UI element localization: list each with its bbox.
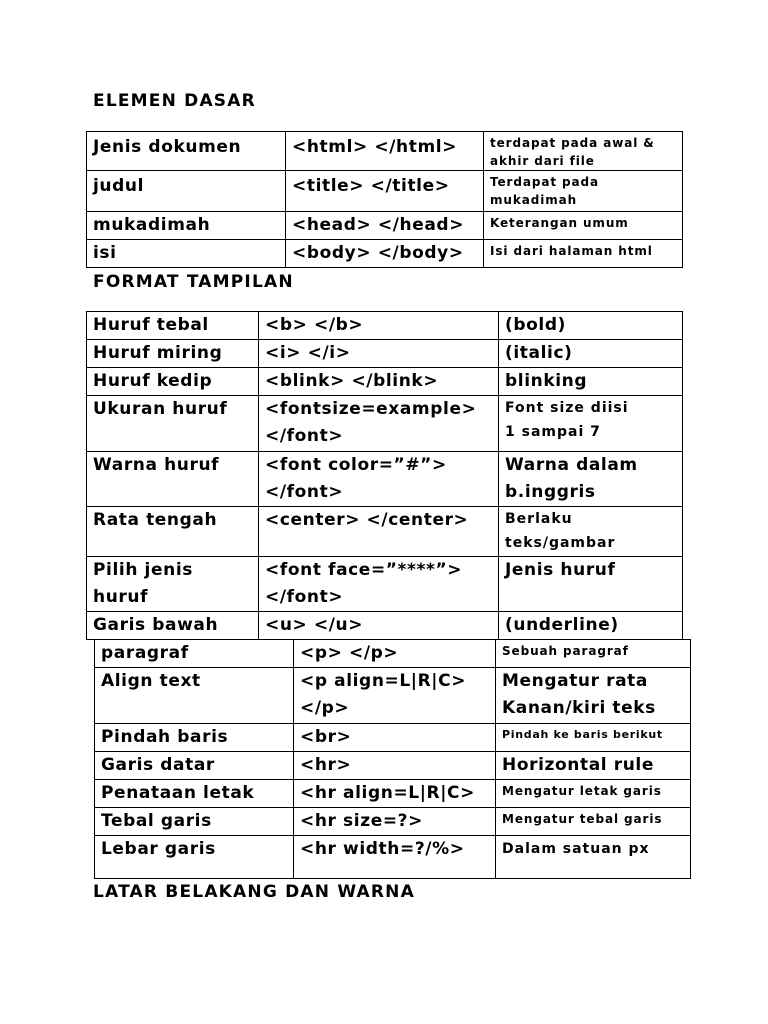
format-name: Rata tengah: [87, 507, 259, 557]
format-tag: <hr size=?>: [294, 808, 496, 836]
section-heading-format-tampilan: FORMAT TAMPILAN: [93, 272, 294, 292]
format-tag: <i> </i>: [259, 340, 499, 368]
element-description: Keterangan umum: [484, 212, 683, 240]
element-name: isi: [87, 240, 286, 268]
format-description: Mengatur tebal garis: [496, 808, 691, 836]
format-tag: <font color=”#”> </font>: [259, 452, 499, 507]
format-tag: <br>: [294, 724, 496, 752]
table-format-tampilan: [86, 311, 683, 640]
format-description: Pindah ke baris berikut: [496, 724, 691, 752]
format-tag: <fontsize=example> </font>: [259, 396, 499, 452]
format-name: Warna huruf: [87, 452, 259, 507]
section-heading-latar-belakang: LATAR BELAKANG DAN WARNA: [93, 882, 415, 902]
element-description: Terdapat pada mukadimah: [484, 171, 683, 212]
format-description: (bold): [499, 312, 683, 340]
format-name: Garis datar: [95, 752, 294, 780]
element-description: Isi dari halaman html: [484, 240, 683, 268]
format-name: paragraf: [95, 640, 294, 668]
format-name: Tebal garis: [95, 808, 294, 836]
table-row: [87, 396, 683, 452]
element-tag: <html> </html>: [286, 132, 484, 171]
format-name: Pindah baris: [95, 724, 294, 752]
table-paragraf-garis: [94, 639, 691, 879]
format-tag: <hr width=?/%>: [294, 836, 496, 879]
table-row: [87, 507, 683, 557]
format-description: Sebuah paragraf: [496, 640, 691, 668]
table-row: [87, 612, 683, 640]
table-row: [87, 368, 683, 396]
element-description: terdapat pada awal & akhir dari file: [484, 132, 683, 171]
section-heading-elemen-dasar: ELEMEN DASAR: [93, 91, 256, 111]
element-name: judul: [87, 171, 286, 212]
element-name: mukadimah: [87, 212, 286, 240]
format-description: Warna dalam b.inggris: [499, 452, 683, 507]
format-name: Align text: [95, 668, 294, 724]
format-tag: <blink> </blink>: [259, 368, 499, 396]
table-row: [95, 752, 691, 780]
format-description: Jenis huruf: [499, 557, 683, 612]
element-tag: <title> </title>: [286, 171, 484, 212]
table-elemen-dasar: [86, 131, 683, 268]
format-name: Ukuran huruf: [87, 396, 259, 452]
table-row: [87, 212, 683, 240]
format-tag: <hr align=L|R|C>: [294, 780, 496, 808]
format-description: blinking: [499, 368, 683, 396]
format-description: Mengatur rata Kanan/kiri teks: [496, 668, 691, 724]
table-row: [95, 640, 691, 668]
format-tag: <b> </b>: [259, 312, 499, 340]
format-name: Garis bawah: [87, 612, 259, 640]
format-tag: <hr>: [294, 752, 496, 780]
format-description: Berlaku teks/gambar: [499, 507, 683, 557]
format-tag: <font face=”****”> </font>: [259, 557, 499, 612]
format-name: Lebar garis: [95, 836, 294, 879]
format-name: Huruf tebal: [87, 312, 259, 340]
table-row: [87, 240, 683, 268]
table-row: [95, 668, 691, 724]
table-row: [95, 780, 691, 808]
format-name: Huruf kedip: [87, 368, 259, 396]
table-row: [87, 452, 683, 507]
table-row: [95, 808, 691, 836]
element-tag: <head> </head>: [286, 212, 484, 240]
format-tag: <p align=L|R|C> </p>: [294, 668, 496, 724]
format-tag: <p> </p>: [294, 640, 496, 668]
format-description: (underline): [499, 612, 683, 640]
format-description: (italic): [499, 340, 683, 368]
format-name: Penataan letak: [95, 780, 294, 808]
element-name: Jenis dokumen: [87, 132, 286, 171]
table-row: [95, 724, 691, 752]
format-name: Huruf miring: [87, 340, 259, 368]
table-row: [87, 132, 683, 171]
table-row: [87, 557, 683, 612]
format-tag: <u> </u>: [259, 612, 499, 640]
table-row: [87, 171, 683, 212]
table-row: [87, 340, 683, 368]
table-row: [87, 312, 683, 340]
format-description: Font size diisi 1 sampai 7: [499, 396, 683, 452]
table-row: [95, 836, 691, 879]
format-name: Pilih jenis huruf: [87, 557, 259, 612]
element-tag: <body> </body>: [286, 240, 484, 268]
format-description: Mengatur letak garis: [496, 780, 691, 808]
format-tag: <center> </center>: [259, 507, 499, 557]
format-description: Horizontal rule: [496, 752, 691, 780]
format-description: Dalam satuan px: [496, 836, 691, 879]
